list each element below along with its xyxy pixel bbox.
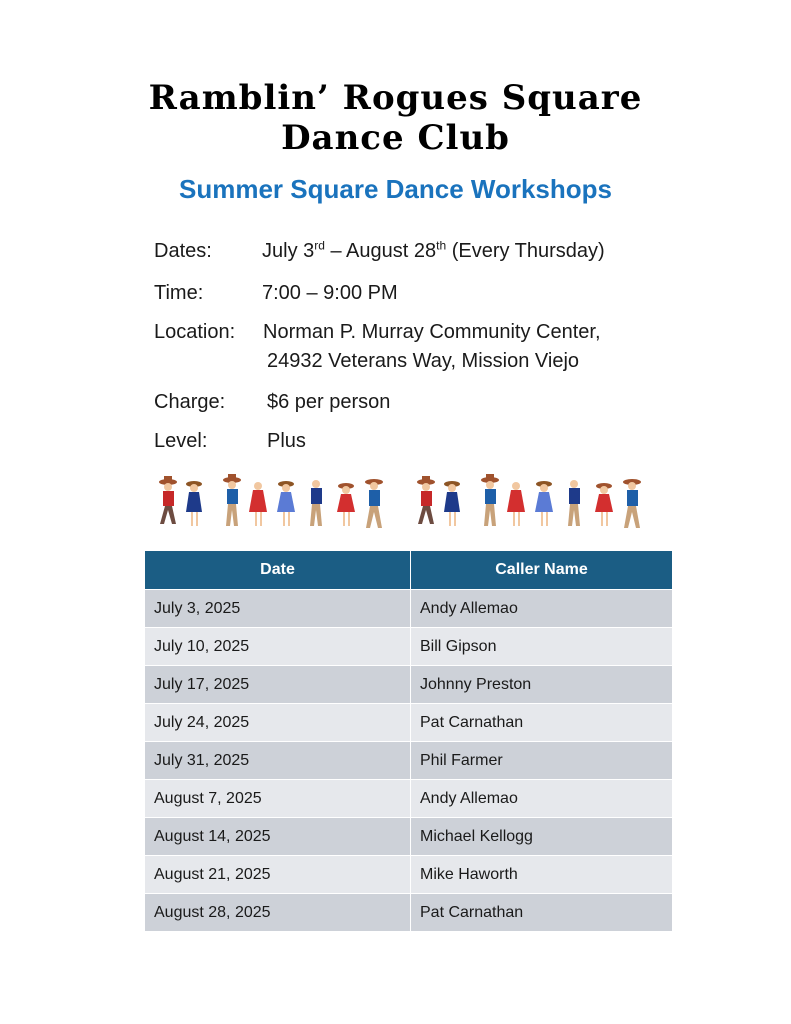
schedule-table [145,551,672,931]
square-dancers-illustration [154,474,664,540]
table-row [145,666,672,704]
caller-cell: Pat Carnathan [411,894,673,932]
dates-value: July 3rd – August 28th (Every Thursday) [262,238,605,262]
dates-label: Dates: [154,240,212,262]
date-cell: July 10, 2025 [145,628,411,666]
caller-cell: Mike Haworth [411,856,673,894]
time-value: 7:00 – 9:00 PM [262,282,398,304]
caller-cell: Johnny Preston [411,666,673,704]
table-row [145,818,672,856]
level-value: Plus [267,430,306,452]
table-row [145,704,672,742]
table-row [145,856,672,894]
caller-cell: Andy Allemao [411,780,673,818]
table-row [145,590,672,628]
club-title [0,78,791,158]
level-label: Level: [154,430,208,452]
date-cell: August 28, 2025 [145,894,411,932]
date-cell: August 21, 2025 [145,856,411,894]
location-line-1: Norman P. Murray Community Center, [263,321,601,343]
date-cell: July 17, 2025 [145,666,411,704]
date-column-header: Date [145,551,411,590]
table-row [145,894,672,932]
date-cell: July 3, 2025 [145,590,411,628]
date-cell: July 31, 2025 [145,742,411,780]
caller-cell: Pat Carnathan [411,704,673,742]
time-label: Time: [154,282,204,304]
table-header-row [145,551,672,590]
location-label: Location: [154,321,236,343]
table-row [145,628,672,666]
caller-column-header: Caller Name [411,551,673,590]
subtitle: Summer Square Dance Workshops [179,174,612,204]
charge-label: Charge: [154,391,226,413]
caller-cell: Phil Farmer [411,742,673,780]
title-line-2: Dance Club [281,118,510,158]
caller-cell: Bill Gipson [411,628,673,666]
caller-cell: Michael Kellogg [411,818,673,856]
location-line-2: 24932 Veterans Way, Mission Viejo [267,350,580,372]
table-row [145,780,672,818]
date-cell: August 14, 2025 [145,818,411,856]
caller-cell: Andy Allemao [411,590,673,628]
charge-value: $6 per person [267,391,391,413]
table-row [145,742,672,780]
date-cell: July 24, 2025 [145,704,411,742]
date-cell: August 7, 2025 [145,780,411,818]
title-line-1: Ramblin’ Rogues Square [148,78,643,118]
